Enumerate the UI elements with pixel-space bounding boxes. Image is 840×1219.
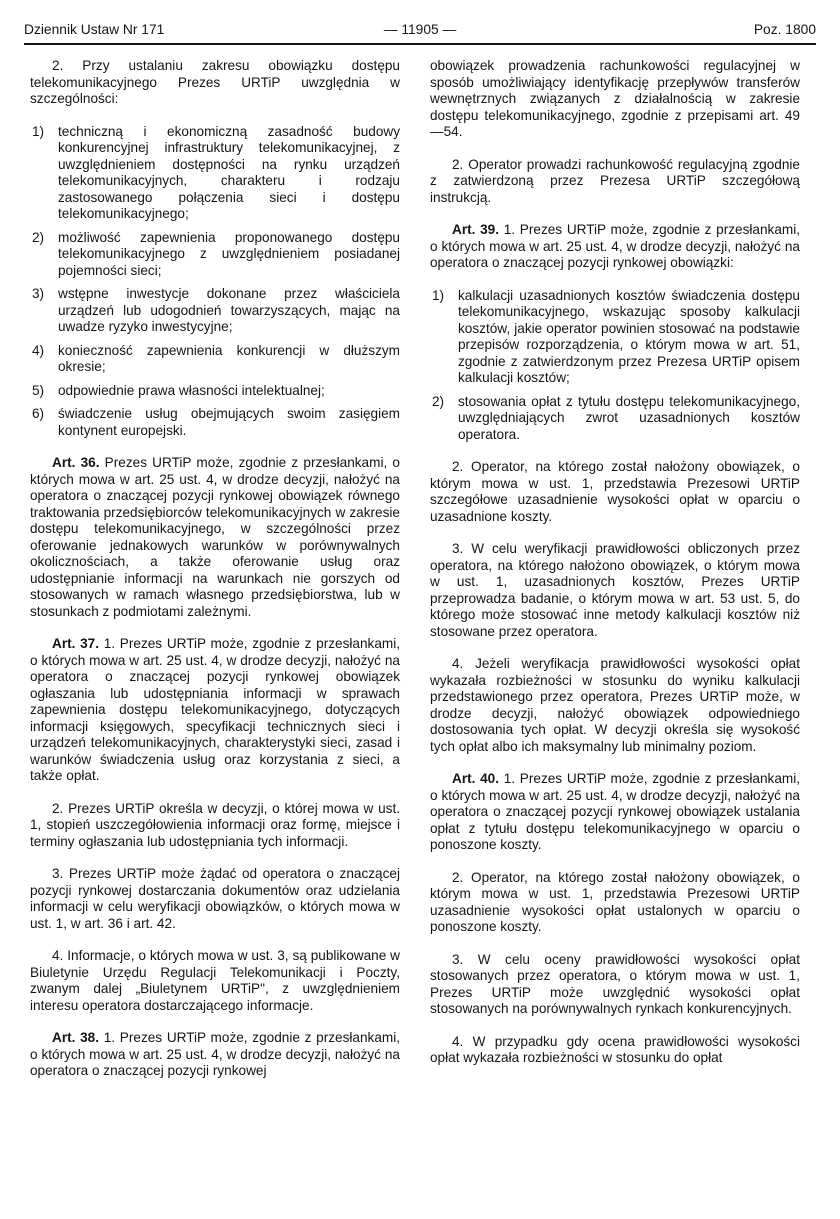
list-item-number: 4) bbox=[32, 342, 45, 358]
article-label: Art. 38. bbox=[52, 1030, 100, 1045]
article-39-section-3: 3. W celu weryfikacji prawidłowości obliczonych przez operatora, na którego nałożono obowiązek, o którym mowa w ust. 1, uzasadnionych kosztów, Prezes URTiP przeprowadza badanie, o którym mowa w art. 53 ust. 5, do którego może stosować inne metody kalkulacji kosztów niż stosowane przez operatora. bbox=[430, 541, 800, 639]
list-item-number: 1) bbox=[432, 287, 445, 303]
list-item bbox=[30, 124, 400, 223]
list-item-text: kalkulacji uzasadnionych kosztów świadczenia dostępu telekomunikacyjnego, wskazując sposoby kalkulacji kosztów, jakie operator powinien stosować na podstawie przepisów rozporządzenia, o którym mowa w art. 51, zgodnie z zatwierdzonym przez Prezesa URTiP opisem kalkulacji kosztów; bbox=[458, 287, 800, 385]
list-item-text: odpowiednie prawa własności intelektualnej; bbox=[58, 382, 325, 398]
list-item-number: 3) bbox=[32, 286, 45, 301]
article-38-continuation: obowiązek prowadzenia rachunkowości regulacyjnej w sposób umożliwiający identyfikację przepływów transferów wewnętrznych związanych z działalnością w zakresie dostępu telekomunikacyjnego, zgodnie z przepisami art. 49—54. bbox=[430, 58, 800, 139]
article-label: Art. 39. bbox=[452, 222, 500, 237]
article-text: 1. Prezes URTiP może, zgodnie z przesłankami, o których mowa w art. 25 ust. 4, w drodze decyzji, nałożyć na operatora o znaczącej pozycji rynkowej obowiązek ogłaszania lub udostępniania informacji w sprawach zapewnienia dostępu telekomunikacyjnego, dotyczących informacji księgowych, specyfikacji technicznych sieci i urządzeń telekomunikacyjnych, charakterystyki sieci, zasad i warunków świadczenia usług oraz korzystania z sieci, a także opłat. bbox=[30, 636, 400, 783]
article-text: Prezes URTiP może, zgodnie z przesłankami, o których mowa w art. 25 ust. 4, w drodze decyzji, nałożyć na operatora o znaczącej pozycji rynkowej obowiązek równego traktowania przedsiębiorców telekomunikacyjnych w zakresie dostępu telekomunikacyjnego, w szczególności przez oferowanie jednakowych warunków w porównywalnych okolicznościach, a także oferowanie usług oraz udostępnianie informacji na warunkach nie gorszych od stosowanych w ramach własnego przedsiębiorstwa, lub w stosunkach z podmiotami zależnymi. bbox=[30, 455, 400, 619]
article-38 bbox=[30, 1030, 400, 1080]
article-39-section-4: 4. Jeżeli weryfikacja prawidłowości wysokości opłat wykazała rozbieżności w stosunku do wyniku kalkulacji przedstawionego przez operatora, Prezes URTiP może, w drodze decyzji, nałożyć obowiązek odpowiedniego dostosowania tych opłat. W decyzji określa się wysokość tych opłat albo ich maksymalny lub minimalny poziom. bbox=[430, 656, 800, 754]
page-header bbox=[24, 22, 816, 39]
journal-title: Dziennik Ustaw Nr 171 bbox=[24, 22, 165, 37]
right-column bbox=[430, 58, 800, 1083]
list-item-text: wstępne inwestycje dokonane przez właściciela urządzeń lub udogodnień towarzyszących, mając na uwadze ryzyko inwestycyjne; bbox=[58, 286, 400, 334]
article-text: 1. Prezes URTiP może, zgodnie z przesłankami, o których mowa w art. 25 ust. 4, w drodze decyzji, nałożyć na operatora o znaczącej pozycji rynkowej obowiązek ustalania opłat z tytułu dostępu telekomunikacyjnego w oparciu o ponoszone koszty. bbox=[430, 771, 800, 852]
article-37-section-3: 3. Prezes URTiP może żądać od operatora o znaczącej pozycji rynkowej dostarczania dokumentów oraz udzielania informacji w celu weryfikacji obowiązków, o których mowa w ust. 1, w art. 36 i art. 42. bbox=[30, 866, 400, 931]
list-item bbox=[430, 394, 800, 444]
list-item bbox=[30, 406, 400, 439]
list-item-text: stosowania opłat z tytułu dostępu telekomunikacyjnego, uwzględniających zwrot uzasadnionych kosztów operatora. bbox=[458, 393, 800, 442]
list-item-text: możliwość zapewnienia proponowanego dostępu telekomunikacyjnego z uwzględnieniem posiadanej pojemności sieci; bbox=[58, 229, 400, 278]
list-item-text: konieczność zapewnienia konkurencji w dłuższym okresie; bbox=[58, 342, 400, 374]
article-label: Art. 37. bbox=[52, 636, 100, 651]
article-text: 1. Prezes URTiP może, zgodnie z przesłankami, o których mowa w art. 25 ust. 4, w drodze decyzji, nałożyć na operatora o znaczącej pozycji rynkowej obowiązki: bbox=[430, 222, 800, 270]
article-39 bbox=[430, 222, 800, 272]
article-label: Art. 40. bbox=[452, 771, 500, 786]
list-item-number: 2) bbox=[432, 393, 445, 409]
article-37-section-2: 2. Prezes URTiP określa w decyzji, o której mowa w ust. 1, stopień uszczegółowienia informacji oraz formę, miejsce i terminy ogłaszania lub udostępniania tych informacji. bbox=[30, 800, 400, 849]
article-39-section-2: 2. Operator, na którego został nałożony obowiązek, o którym mowa w ust. 1, przedstawia Prezesowi URTiP szczegółowe uzasadnienie wysokości opłat w oparciu o uzasadnione koszty. bbox=[430, 459, 800, 524]
list-item-text: techniczną i ekonomiczną zasadność budowy konkurencyjnej infrastruktury telekomunikacyjnej, z uwzględnieniem dostępności na rynku urządzeń telekomunikacyjnych, charakteru i rodzaju zastosowanego połączenia sieci i dostępu telekomunikacyjnego; bbox=[58, 123, 400, 221]
article-38-section-2: 2. Operator prowadzi rachunkowość regulacyjną zgodnie z zatwierdzoną przez Prezesa URTiP szczegółową instrukcją. bbox=[430, 156, 800, 205]
article-37 bbox=[30, 636, 400, 785]
list-item-number: 1) bbox=[32, 123, 45, 139]
list-item-number: 2) bbox=[32, 229, 45, 245]
list-item bbox=[30, 286, 400, 336]
article-40-section-2: 2. Operator, na którego został nałożony obowiązek, o którym mowa w ust. 1, przedstawia Prezesowi URTiP uzasadnienie wysokości opłat ustalonych w oparciu o ponoszone koszty. bbox=[430, 869, 800, 934]
list-item bbox=[30, 383, 400, 400]
list-item bbox=[30, 343, 400, 376]
list-item-text: świadczenie usług obejmujących swoim zasięgiem kontynent europejski. bbox=[58, 406, 400, 438]
paragraph-access-scope: 2. Przy ustalaniu zakresu obowiązku dostępu telekomunikacyjnego Prezes URTiP uwzględnia w szczególności: bbox=[30, 58, 400, 106]
article-36 bbox=[30, 455, 400, 620]
article-text: 1. Prezes URTiP może, zgodnie z przesłankami, o których mowa w art. 25 ust. 4, w drodze decyzji, nałożyć na operatora o znaczącej pozycji rynkowej bbox=[30, 1030, 400, 1078]
list-item bbox=[30, 230, 400, 280]
access-criteria-list bbox=[30, 124, 400, 440]
page-number: — 11905 — bbox=[383, 22, 457, 37]
article-40-section-4: 4. W przypadku gdy ocena prawidłowości wysokości opłat wykazała rozbieżności w stosunku do opłat bbox=[430, 1033, 800, 1065]
article-40 bbox=[430, 771, 800, 854]
cost-obligations-list bbox=[430, 288, 800, 444]
position-number: Poz. 1800 bbox=[753, 22, 816, 37]
left-column bbox=[30, 58, 400, 1096]
list-item bbox=[430, 288, 800, 387]
article-40-section-3: 3. W celu oceny prawidłowości wysokości opłat stosowanych przez operatora, o którym mowa w ust. 1, Prezes URTiP może uwzględnić wysokości opłat stosowanych na porównywalnych rynkach konkurencyjnych. bbox=[430, 951, 800, 1016]
article-label: Art. 36. bbox=[52, 455, 100, 470]
article-37-section-4: 4. Informacje, o których mowa w ust. 3, są publikowane w Biuletynie Urzędu Regulacji Telekomunikacji i Poczty, zwanym dalej „Biuletynem URTiP", z uwzględnieniem interesu operatora dostarczającego informacje. bbox=[30, 948, 400, 1013]
header-rule bbox=[24, 43, 816, 45]
list-item-number: 5) bbox=[32, 382, 45, 398]
list-item-number: 6) bbox=[32, 406, 45, 421]
